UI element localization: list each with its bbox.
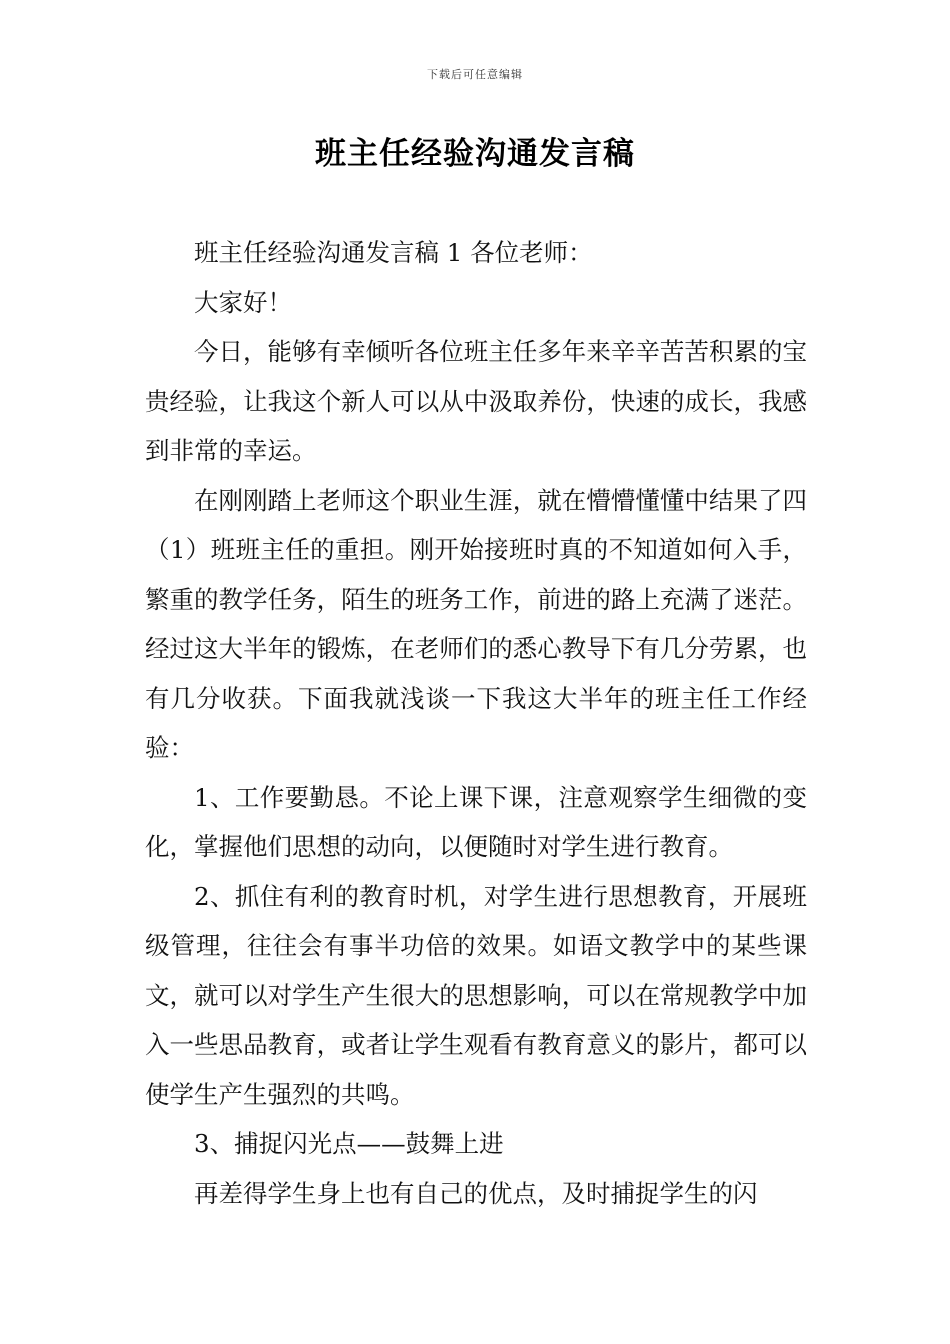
- paragraph-intro: 今日，能够有幸倾听各位班主任多年来辛辛苦苦积累的宝贵经验，让我这个新人可以从中汲取养份，快速的成长，我感到非常的幸运。: [145, 337, 807, 465]
- paragraph-salutation: 班主任经验沟通发言稿 1 各位老师：: [194, 238, 593, 267]
- paragraph-point-3-body: 再差得学生身上也有自己的优点，及时捕捉学生的闪: [194, 1178, 758, 1208]
- paragraph-point-3-heading: 3、捕捉闪光点——鼓舞上进: [194, 1129, 504, 1158]
- document-body: [145, 228, 807, 1218]
- paragraph-greeting: 大家好！: [194, 287, 292, 317]
- header-note: 下载后可任意编辑: [427, 68, 523, 81]
- page-title: 班主任经验沟通发言稿: [315, 136, 635, 172]
- paragraph-point-2: 2、抓住有利的教育时机，对学生进行思想教育，开展班级管理，往往会有事半功倍的效果。如语文教学中的某些课文，就可以对学生产生很大的思想影响，可以在常规教学中加入一些思品教育，或者让学生观看有教育意义的影片，都可以使学生产生强烈的共鸣。: [145, 881, 807, 1109]
- paragraph-background: 在刚刚踏上老师这个职业生涯，就在懵懵懂懂中结果了四（1）班班主任的重担。刚开始接班时真的不知道如何入手，繁重的教学任务，陌生的班务工作，前进的路上充满了迷茫。经过这大半年的锻炼，在老师们的悉心教导下有几分劳累，也有几分收获。下面我就浅谈一下我这大半年的班主任工作经验：: [145, 485, 807, 762]
- paragraph-point-1: 1、工作要勤恳。不论上课下课，注意观察学生细微的变化，掌握他们思想的动向，以便随时对学生进行教育。: [145, 782, 807, 861]
